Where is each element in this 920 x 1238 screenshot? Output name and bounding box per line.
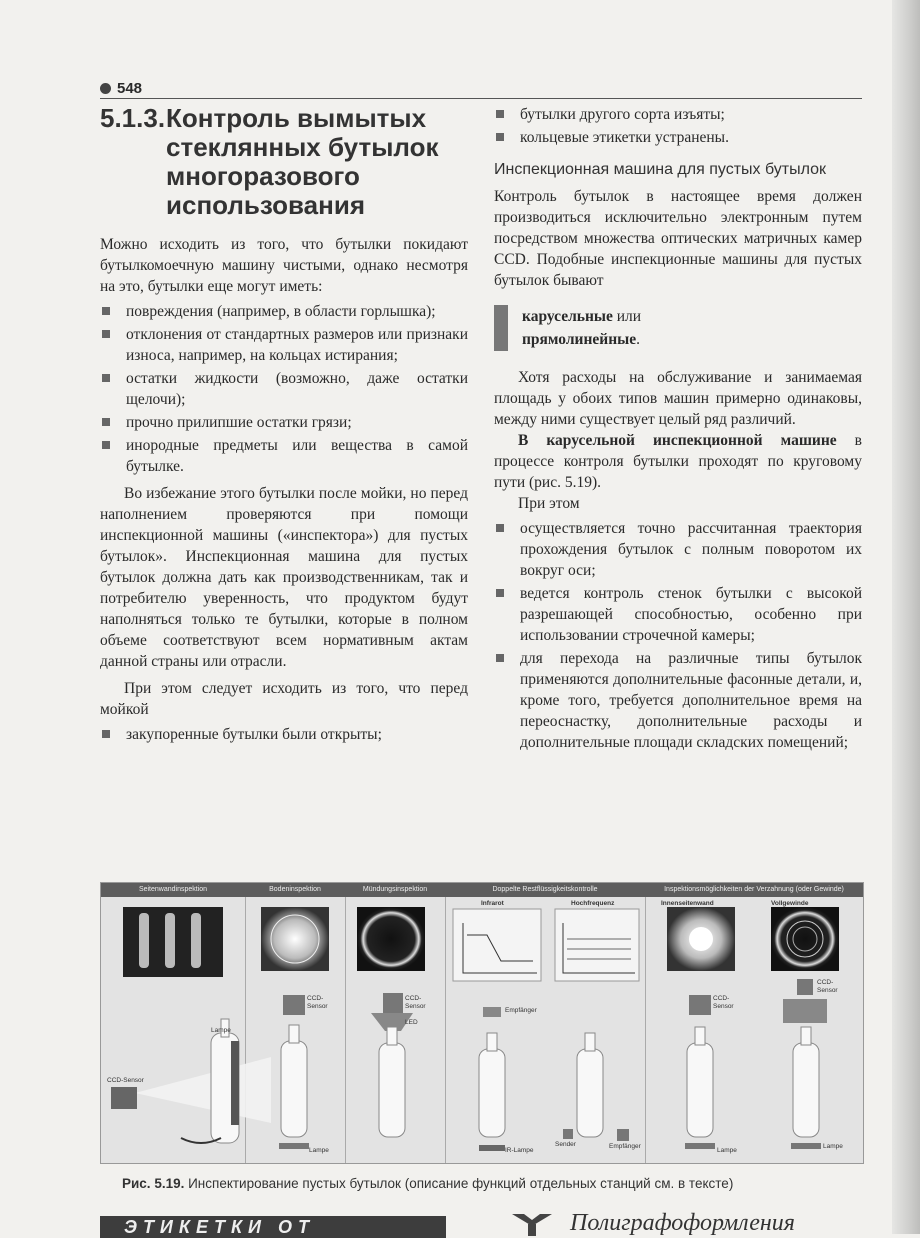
list-item: ведется контроль стенок бутылки с высокой разрешающей способностью, особенно при использовании строчечной камеры; <box>494 583 862 646</box>
square-bullet-icon <box>102 418 110 426</box>
right-column <box>494 104 862 759</box>
intro-paragraph: Можно исходить из того, что бутылки покидают бутылкомоечную машину чистыми, однако несмотря на это, бутылки еще могут иметь: <box>100 236 468 295</box>
ir-lamp-label: IR-Lampe <box>505 1147 534 1154</box>
subheading: Инспекционная машина для пустых бутылок <box>494 161 827 178</box>
figure-header: Inspektionsmöglichkeiten der Verzahnung (oder Gewinde) <box>664 886 844 893</box>
top-rule <box>100 98 862 99</box>
sender-label: Sender <box>555 1141 576 1148</box>
square-bullet-icon <box>102 730 110 738</box>
list-item: бутылки другого сорта изъяты; <box>494 104 862 125</box>
square-bullet-icon <box>102 374 110 382</box>
list-item: инородные предметы или вещества в самой бутылке. <box>100 435 468 477</box>
ccd-label: CCD-Sensor <box>713 995 734 1010</box>
thread-photo <box>771 907 839 971</box>
list-item: кольцевые этикетки устранены. <box>494 127 862 148</box>
lamp-label: Lampe <box>309 1147 329 1154</box>
paragraph: В карусельной инспекционной машине в процессе контроля бутылки проходят по круговому пути (рис. 5.19). <box>494 432 862 491</box>
square-bullet-icon <box>102 441 110 449</box>
pre-wash-list <box>100 724 468 745</box>
square-bullet-icon <box>102 307 110 315</box>
footer-right-brand: Полиграфоформления <box>570 1210 795 1236</box>
paragraph: Хотя расходы на обслуживание и занимаемая площадь у обоих типов машин примерно одинаковы, между ними существует целый ряд различий. <box>494 369 862 428</box>
lamp-label: Lampe <box>717 1147 737 1154</box>
receiver-label: Empfänger <box>505 1007 537 1014</box>
section-title: Контроль вымытых стеклянных бутылок многоразового использования <box>166 103 439 220</box>
sub-header: Infrarot <box>481 900 504 907</box>
ccd-label: CCD-Sensor <box>405 995 426 1010</box>
sub-header: Innenseitenwand <box>661 900 714 907</box>
list-item: повреждения (например, в области горлышка); <box>100 301 468 322</box>
list-item: прочно прилипшие остатки грязи; <box>100 412 468 433</box>
page-number: 548 <box>100 80 142 97</box>
lamp-label: Lampe <box>211 1027 231 1034</box>
sub-header: Vollgewinde <box>771 900 809 907</box>
pre-wash-list-cont <box>494 104 862 148</box>
ccd-label: CCD-Sensor <box>817 979 838 994</box>
paragraph: При этом <box>518 495 580 512</box>
left-column <box>100 104 468 751</box>
logo-icon <box>510 1210 554 1236</box>
ccd-label: CCD-Sensor <box>307 995 328 1010</box>
square-bullet-icon <box>496 589 504 597</box>
figure-drawing <box>101 883 863 1163</box>
led-label: LED <box>405 1019 418 1026</box>
list-item: закупоренные бутылки были открыты; <box>100 724 468 745</box>
footer-ad <box>100 1206 862 1237</box>
figure-header: Seitenwandinspektion <box>138 886 208 893</box>
sub-header: Hochfrequenz <box>571 900 615 907</box>
defects-list <box>100 301 468 477</box>
inspection-figure <box>100 882 864 1164</box>
lamp-label: Lampe <box>823 1143 843 1150</box>
list-item: остатки жидкости (возможно, даже остатки щелочи); <box>100 368 468 410</box>
square-bullet-icon <box>102 330 110 338</box>
page-edge <box>892 0 920 1234</box>
mouth-photo <box>357 907 425 971</box>
hf-chart <box>555 909 639 981</box>
list-item: осуществляется точно рассчитанная траектория прохождения бутылок с полным поворотом их вокруг оси; <box>494 518 862 581</box>
square-bullet-icon <box>496 524 504 532</box>
callout-bar <box>494 305 508 351</box>
types-callout: карусельные или прямолинейные. <box>494 305 862 351</box>
ccd-label: CCD-Sensor <box>107 1077 144 1084</box>
list-item: для перехода на различные типы бутылок применяются дополнительные фасонные детали, и, кроме того, требуется дополнительное время на переоснастку, дополнительные расходы и дополнительные площади складских помещений; <box>494 648 862 753</box>
footer-left-banner: ЭТИКЕТКИ ОТ <box>100 1216 446 1238</box>
paragraph: Контроль бутылок в настоящее время должен производиться исключительно электронным путем посредством множества оптических матричных камер CCD. Подобные инспекционные машины для пустых бутылок бывают <box>494 188 862 289</box>
list-item: отклонения от стандартных размеров или признаки износа, например, на кольцах истирания; <box>100 324 468 366</box>
ir-chart <box>453 909 541 981</box>
square-bullet-icon <box>496 133 504 141</box>
bullet-icon <box>100 83 111 94</box>
figure-header: Doppelte Restflüssigkeitskontrolle <box>492 886 598 893</box>
section-heading <box>100 104 468 220</box>
receiver-label: Empfänger <box>609 1143 641 1150</box>
paragraph: Во избежание этого бутылки после мойки, но перед наполнением проверяются при помощи инспекционной машины («инспектора») для пустых бутылок». Инспекционная машина для пустых бутылок должна дать как производственникам, так и потребителю уверенность, что продуктом будут наполняться только те бутылки, которые в полном объеме соответствуют всем нормативным актам данной страны или отрасли. <box>100 485 468 670</box>
figure-caption: Рис. 5.19. Инспектирование пустых бутылок (описание функций отдельных станций см. в тексте) <box>122 1176 734 1191</box>
section-number: 5.1.3. <box>100 103 166 133</box>
features-list <box>494 518 862 753</box>
square-bullet-icon <box>496 110 504 118</box>
figure-header: Mündungsinspektion <box>362 886 428 893</box>
square-bullet-icon <box>496 654 504 662</box>
paragraph: При этом следует исходить из того, что перед мойкой <box>100 680 468 718</box>
figure-header: Bodeninspektion <box>269 886 321 893</box>
